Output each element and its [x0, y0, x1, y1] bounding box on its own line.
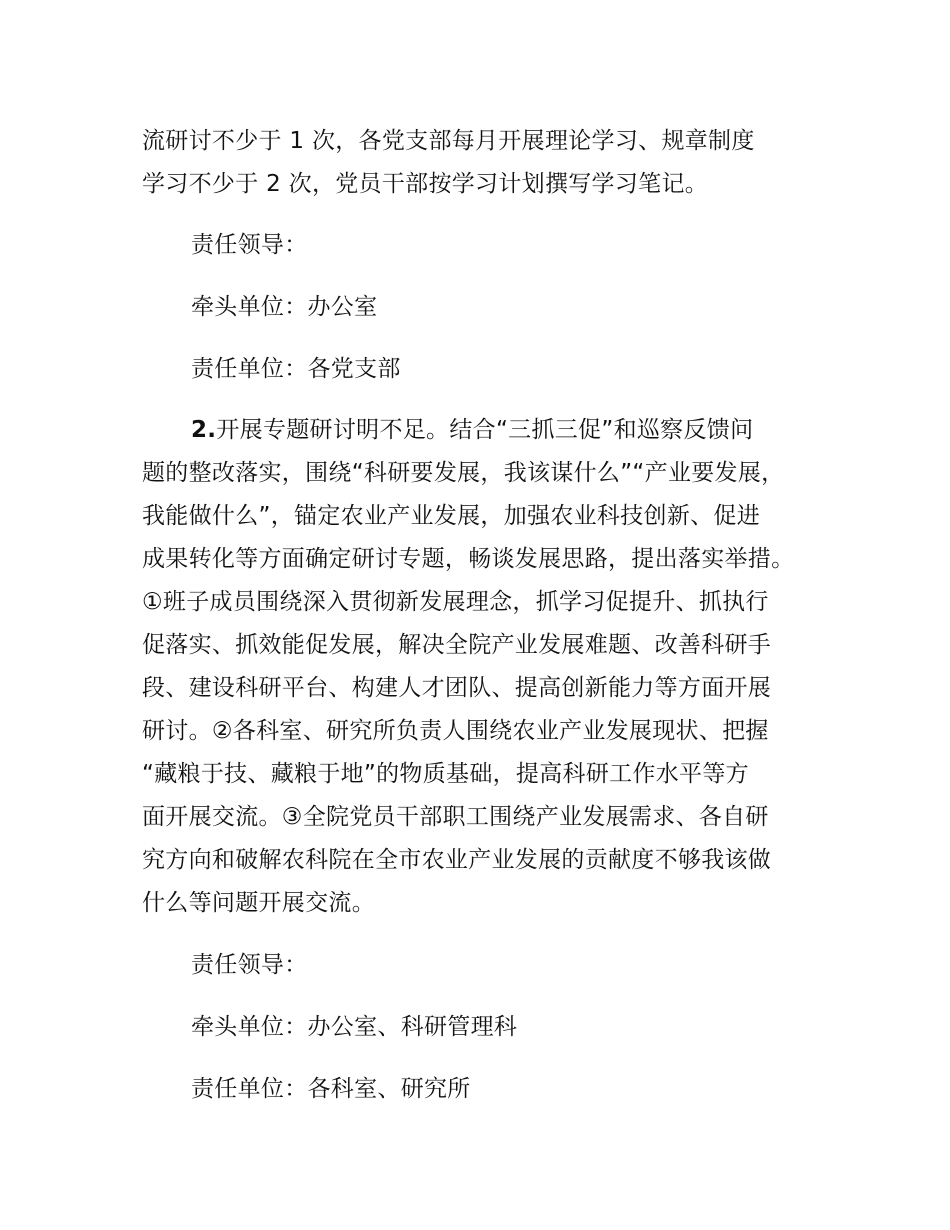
item2-line: 面开展交流。③全院党员干部职工围绕产业发展需求、各自研 — [142, 804, 769, 830]
item2-heading-line — [191, 415, 753, 445]
block1-leader: 责任领导： — [191, 232, 308, 258]
item2-line: 我能做什么”，锚定农业产业发展，加强农业科技创新、促进 — [142, 503, 761, 529]
item2-line: 研讨。②各科室、研究所负责人围绕农业产业发展现状、把握 — [142, 718, 769, 744]
item2-line: “藏粮于技、藏粮于地”的物质基础，提高科研工作水平等方 — [142, 761, 749, 787]
item2-line: 促落实、抓效能促发展，解决全院产业发展难题、改善科研手 — [142, 632, 772, 658]
item2-line: 成果转化等方面确定研讨专题，畅谈发展思路，提出落实举措。 — [142, 546, 795, 572]
item2-first-line-text: 开展专题研讨明不足。结合“三抓三促”和巡察反馈问 — [216, 417, 754, 443]
item2-number: 2. — [191, 417, 217, 443]
block2-lead-unit: 牵头单位：办公室、科研管理科 — [191, 1014, 518, 1040]
block2-leader: 责任领导： — [191, 952, 308, 978]
item2-line: ①班子成员围绕深入贯彻新发展理念，抓学习促提升、抓执行 — [142, 589, 769, 615]
block1-lead-unit: 牵头单位：办公室 — [191, 294, 378, 320]
block1-responsible-unit: 责任单位：各党支部 — [191, 356, 401, 382]
item2-line: 什么等问题开展交流。 — [142, 890, 375, 916]
intro-line-1: 流研讨不少于 1 次，各党支部每月开展理论学习、规章制度 — [142, 128, 755, 154]
item2-line: 究方向和破解农科院在全市农业产业发展的贡献度不够我该做 — [142, 847, 772, 873]
intro-line-2: 学习不少于 2 次，党员干部按学习计划撰写学习笔记。 — [142, 171, 709, 197]
item2-line: 题的整改落实，围绕“科研要发展，我该谋什么”“产业要发展， — [142, 460, 785, 486]
block2-responsible-unit: 责任单位：各科室、研究所 — [191, 1076, 471, 1102]
item2-line: 段、建设科研平台、构建人才团队、提高创新能力等方面开展 — [142, 675, 772, 701]
